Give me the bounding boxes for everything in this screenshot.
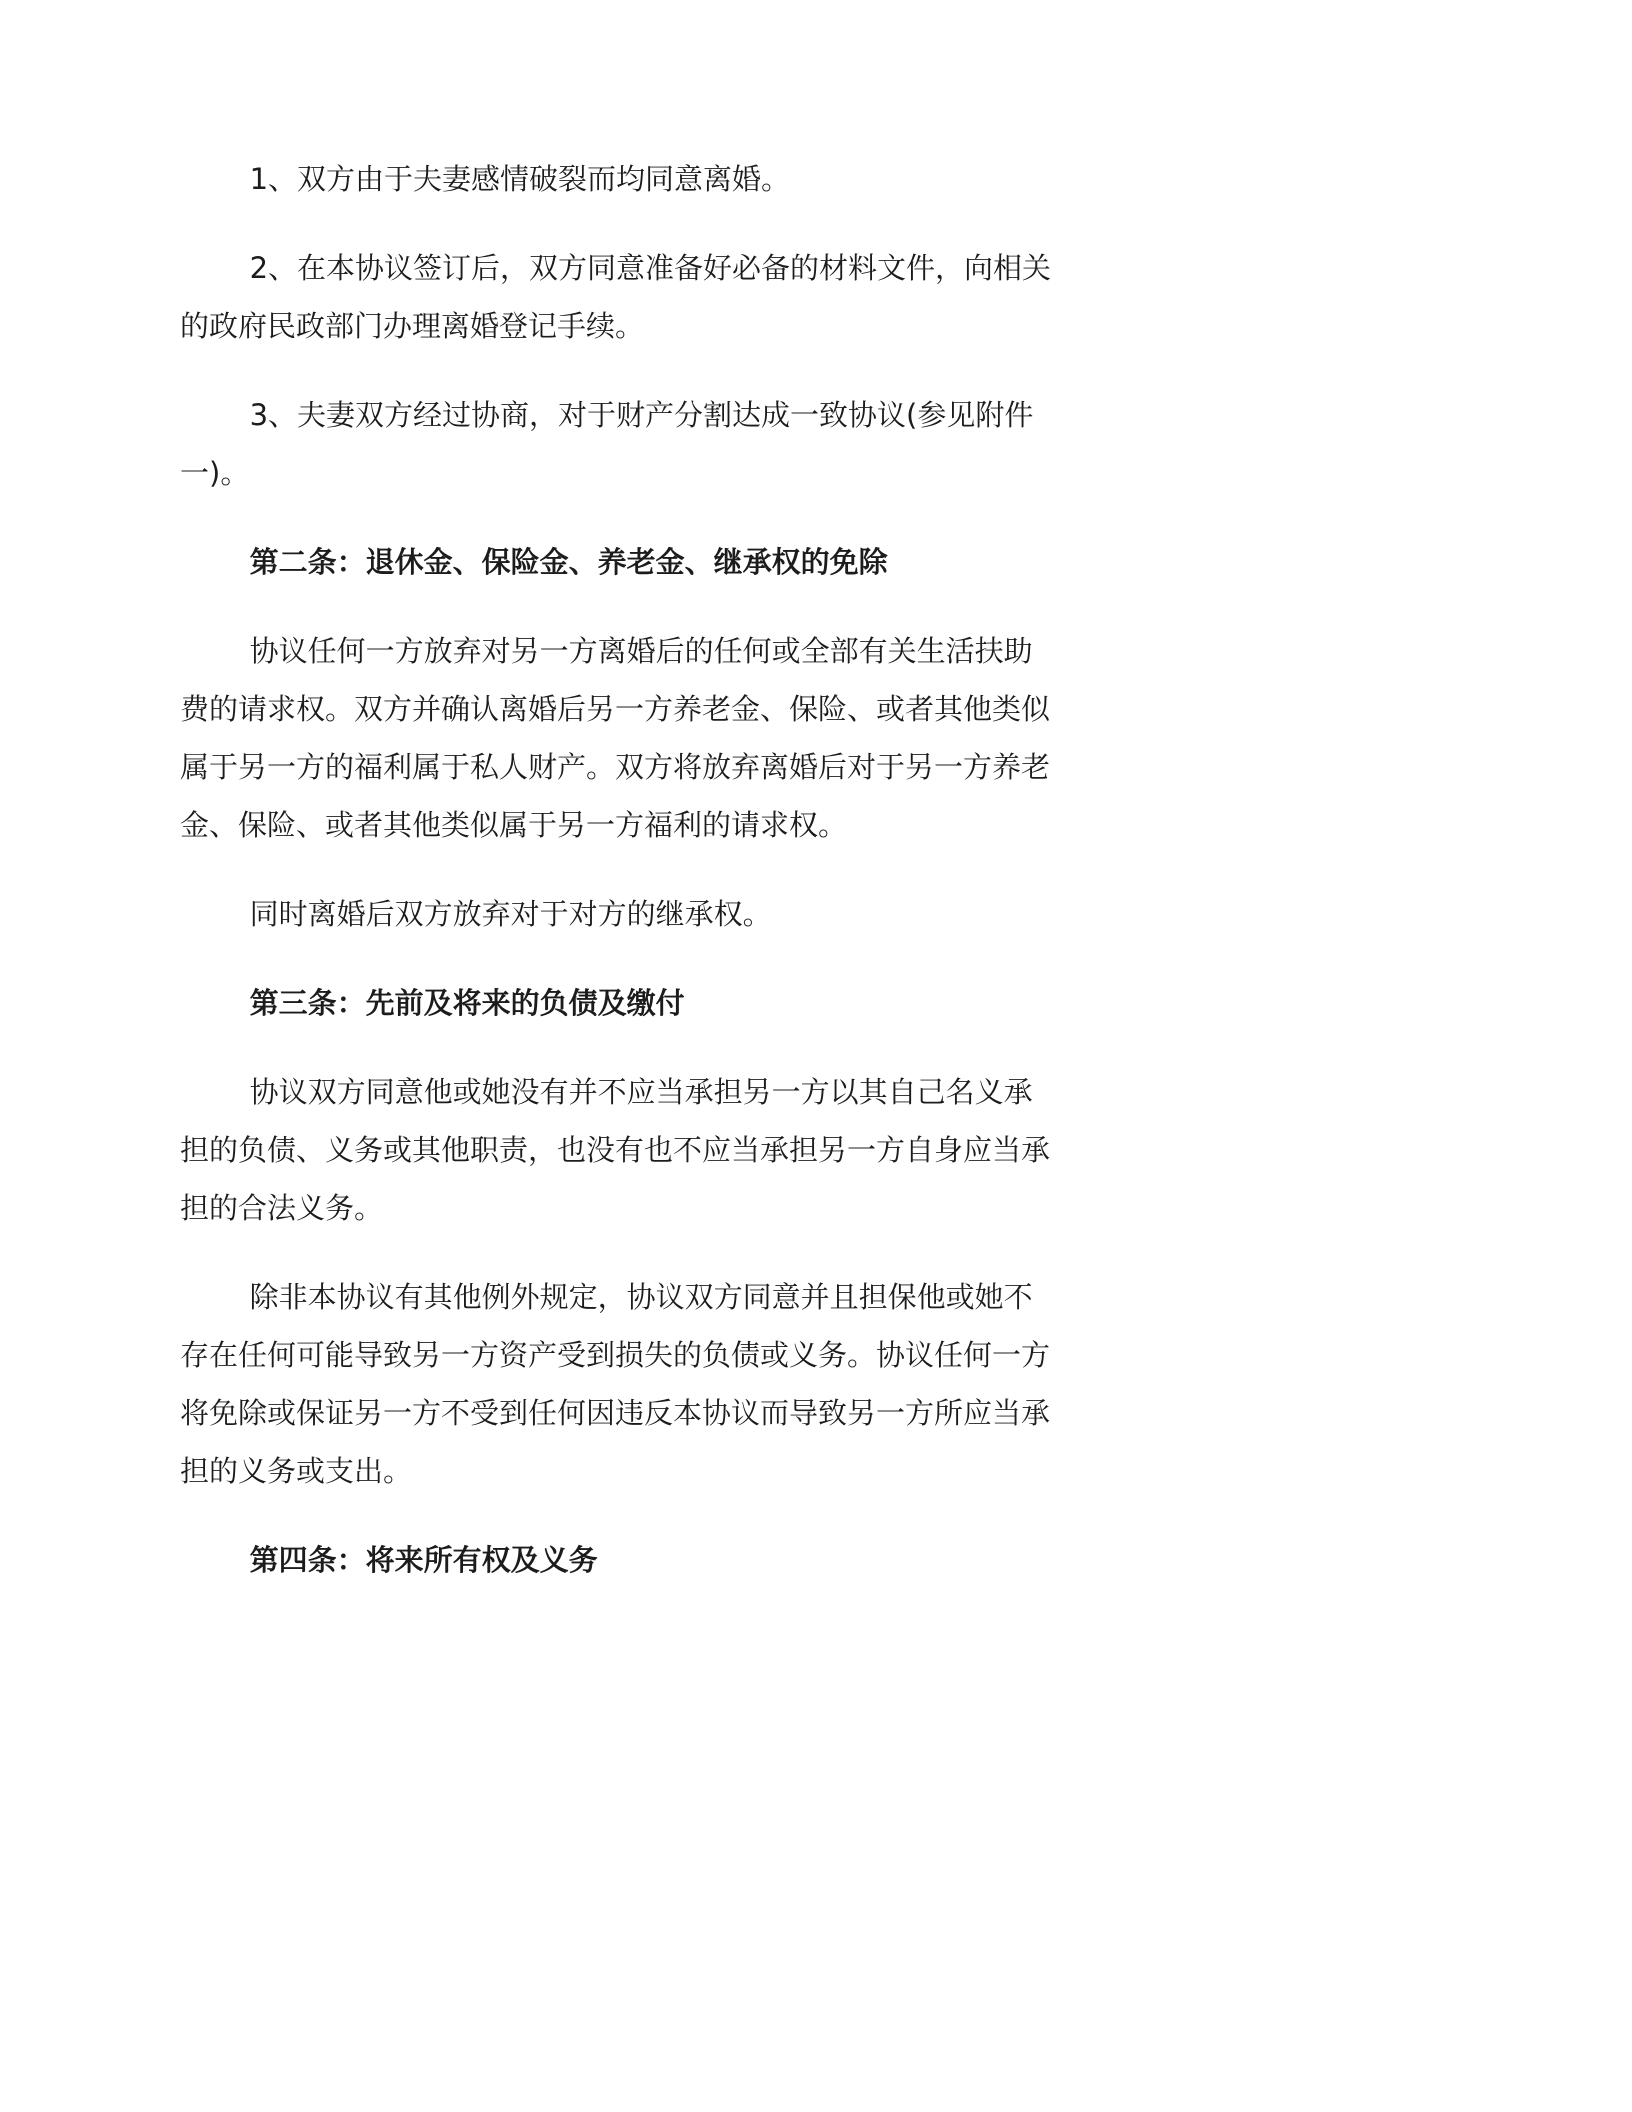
paragraph-clause-1: 1、双方由于夫妻感情破裂而均同意离婚。 bbox=[249, 162, 791, 196]
document-body bbox=[180, 150, 1060, 1589]
paragraph-clause-3: 3、夫妻双方经过协商，对于财产分割达成一致协议(参见附件一)。 bbox=[180, 398, 1034, 490]
paragraph-article-2-body-1: 协议任何一方放弃对另一方离婚后的任何或全部有关生活扶助费的请求权。双方并确认离婚后另一方养老金、保险、或者其他类似属于另一方的福利属于私人财产。双方将放弃离婚后对于另一方养老金、保险、或者其他类似属于另一方福利的请求权。 bbox=[180, 634, 1051, 842]
paragraph-article-2-body-2: 同时离婚后双方放弃对于对方的继承权。 bbox=[249, 897, 772, 931]
heading-article-4: 第四条：将来所有权及义务 bbox=[249, 1543, 598, 1577]
paragraph-clause-2: 2、在本协议签订后，双方同意准备好必备的材料文件，向相关的政府民政部门办理离婚登记手续。 bbox=[180, 251, 1052, 343]
paragraph-article-3-body-1: 协议双方同意他或她没有并不应当承担另一方以其自己名义承担的负债、义务或其他职责，也没有也不应当承担另一方自身应当承担的合法义务。 bbox=[180, 1075, 1051, 1225]
paragraph-article-3-body-2: 除非本协议有其他例外规定，协议双方同意并且担保他或她不存在任何可能导致另一方资产受到损失的负债或义务。协议任何一方将免除或保证另一方不受到任何因违反本协议而导致另一方所应当承担的义务或支出。 bbox=[180, 1280, 1051, 1488]
heading-article-2: 第二条：退休金、保险金、养老金、继承权的免除 bbox=[249, 545, 888, 579]
heading-article-3: 第三条：先前及将来的负债及缴付 bbox=[249, 986, 685, 1020]
